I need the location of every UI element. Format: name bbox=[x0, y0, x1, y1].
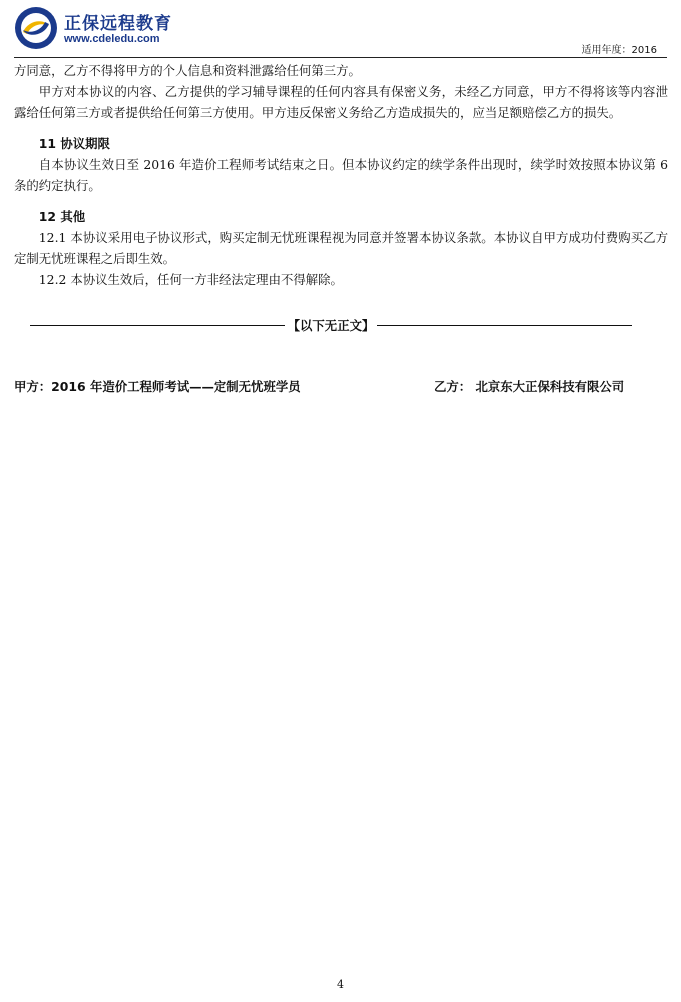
end-marker-text: 【以下无正文】 bbox=[287, 318, 375, 333]
paragraph-confidentiality: 甲方对本协议的内容、乙方提供的学习辅导课程的任何内容具有保密义务，未经乙方同意，甲方不得将该等内容泄露给任何第三方或者提供给任何第三方使用。甲方违反保密义务给乙方造成损失的，应当足额赔偿乙方的损失。 bbox=[14, 84, 668, 120]
header-divider bbox=[14, 57, 667, 58]
signature-party-a: 甲方：2016 年造价工程师考试——定制无忧班学员 bbox=[14, 379, 301, 394]
brand-name: 正保远程教育 bbox=[64, 14, 172, 34]
end-marker-left-rule bbox=[30, 325, 285, 326]
section-12-item-1: 12.1 本协议采用电子协议形式，购买定制无忧班课程视为同意并签署本协议条款。本协议自甲方成功付费购买乙方定制无忧班课程之后即生效。 bbox=[14, 230, 668, 266]
page-number: 4 bbox=[337, 978, 344, 991]
section-11-heading: 11 协议期限 bbox=[38, 136, 110, 151]
paragraph-privacy-continued: 方同意，乙方不得将甲方的个人信息和资料泄露给任何第三方。 bbox=[14, 63, 361, 78]
end-marker-right-rule bbox=[377, 325, 632, 326]
brand-url: www.cdeledu.com bbox=[64, 33, 160, 45]
section-12-heading: 12 其他 bbox=[38, 209, 86, 224]
signature-party-b: 乙方： 北京东大正保科技有限公司 bbox=[434, 379, 625, 394]
section-11-text: 自本协议生效日至 2016 年造价工程师考试结束之日。但本协议约定的续学条件出现时，续学时效按照本协议第 6 条的约定执行。 bbox=[14, 157, 668, 193]
section-12-item-2: 12.2 本协议生效后，任何一方非经法定理由不得解除。 bbox=[38, 272, 343, 287]
end-of-text-marker bbox=[30, 316, 632, 334]
document-body bbox=[14, 60, 668, 290]
page-header bbox=[0, 0, 681, 58]
brand-logo-icon bbox=[14, 6, 58, 50]
applicable-year-label: 适用年度：2016 bbox=[581, 45, 657, 56]
